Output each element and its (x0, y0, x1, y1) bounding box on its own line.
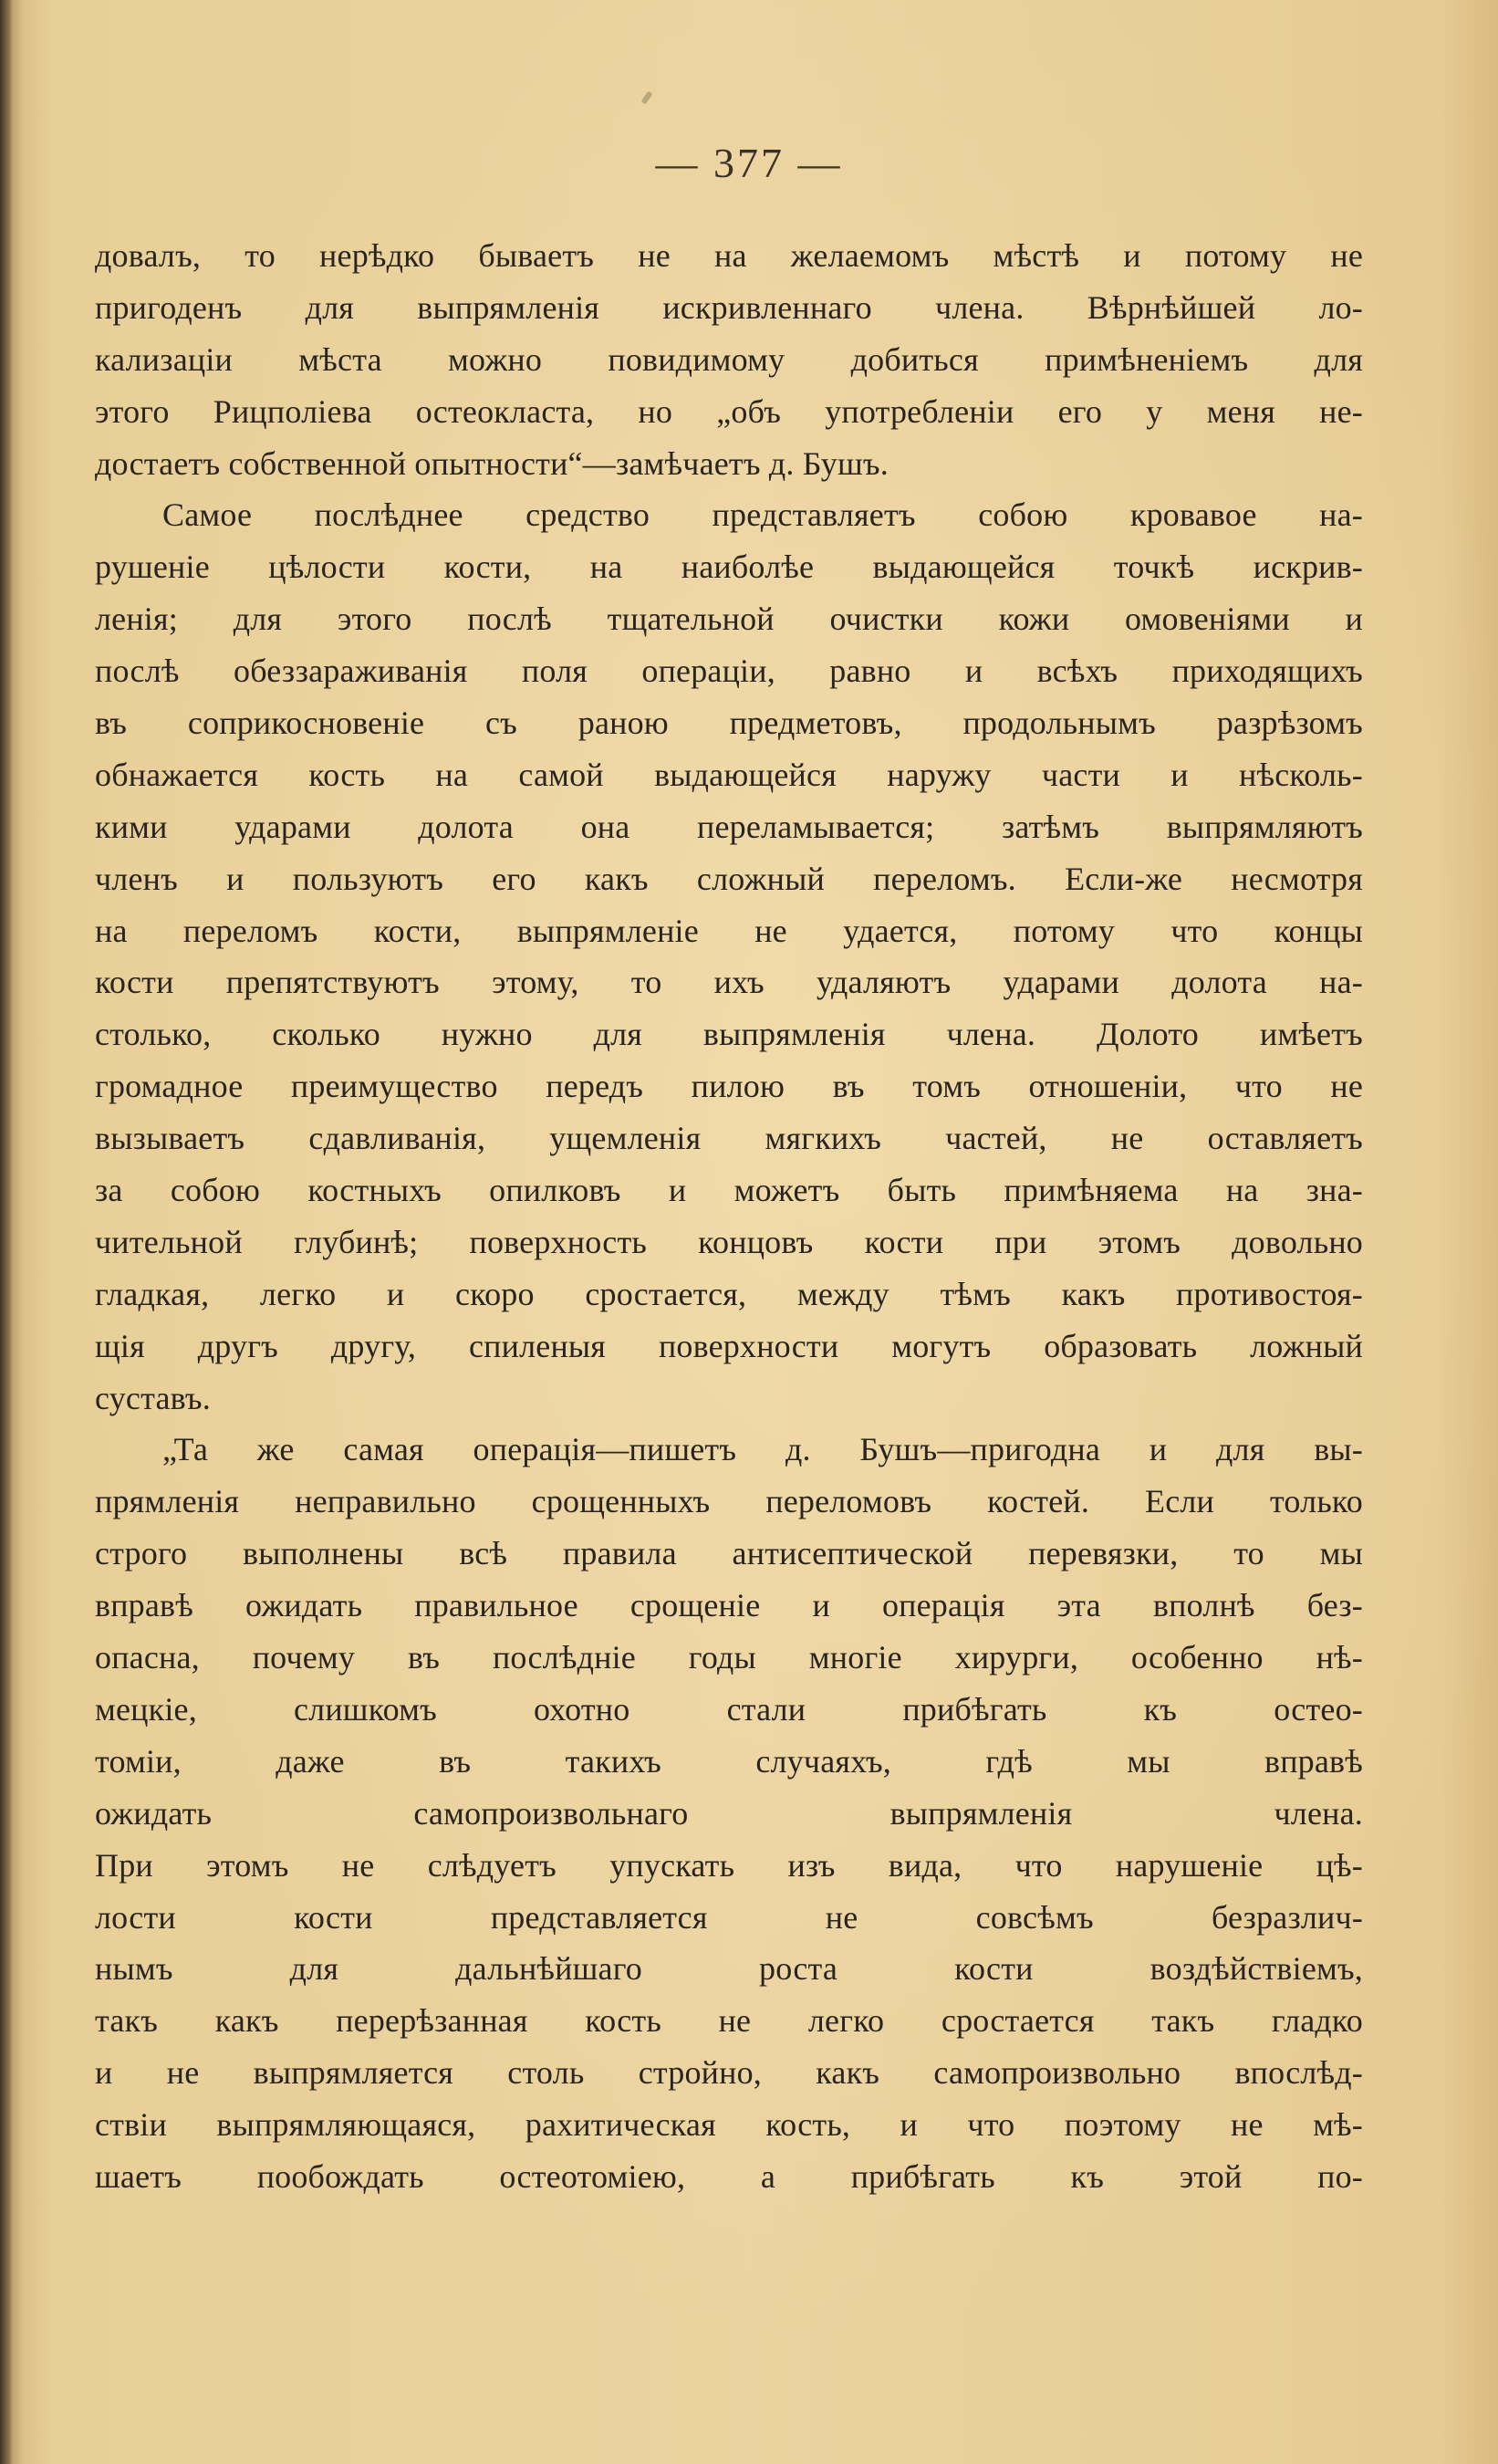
text-line: довалъ, то нерѣдко бываетъ не на желаемомъ мѣстѣ и потому не (95, 237, 1363, 274)
text-line: достаетъ собственной опытности“—замѣчаетъ д. Бушъ. (95, 444, 889, 482)
text-line: При этомъ не слѣдуетъ упускать изъ вида, что нарушеніе цѣ- (95, 1846, 1363, 1884)
text-line: мецкіе, слишкомъ охотно стали прибѣгать къ остео- (95, 1690, 1363, 1728)
text-line: строго выполнены всѣ правила антисептической перевязки, то мы (95, 1535, 1363, 1572)
text-line: ожидать самопроизвольнаго выпрямленія члена. (95, 1794, 1363, 1832)
body-text (95, 230, 1363, 2203)
text-line: кими ударами долота она переламывается; затѣмъ выпрямляютъ (95, 808, 1363, 845)
text-line: столько, сколько нужно для выпрямленія члена. Долото имѣетъ (95, 1016, 1363, 1053)
text-line: за собою костныхъ опилковъ и можетъ быть примѣняема на зна- (95, 1172, 1363, 1209)
text-line: кости препятствуютъ этому, то ихъ удаляютъ ударами долота на- (95, 964, 1363, 1001)
text-line: кализаціи мѣста можно повидимому добиться примѣненіемъ для (95, 340, 1363, 378)
text-line: послѣ обеззараживанія поля операціи, равно и всѣхъ приходящихъ (95, 653, 1363, 690)
text-line: Самое послѣднее средство представляетъ собою кровавое на- (162, 496, 1363, 534)
text-line: чительной глубинѣ; поверхность концовъ кости при этомъ довольно (95, 1223, 1363, 1260)
text-line: въ соприкосновеніе съ раною предметовъ, продольнымъ разрѣзомъ (95, 705, 1363, 742)
text-line: ствіи выпрямляющаяся, рахитическая кость, и что поэтому не мѣ- (95, 2106, 1363, 2144)
text-line: опасна, почему въ послѣдніе годы многіе хирурги, особенно нѣ- (95, 1639, 1363, 1676)
text-line: вызываетъ сдавливанія, ущемленія мягкихъ частей, не оставляетъ (95, 1120, 1363, 1157)
text-line: лости кости представляется не совсѣмъ безразлич- (95, 1898, 1363, 1936)
text-line: обнажается кость на самой выдающейся наружу части и нѣсколь- (95, 756, 1363, 793)
text-line: пригоденъ для выпрямленія искривленнаго члена. Вѣрнѣйшей ло- (95, 288, 1363, 326)
text-line: членъ и пользуютъ его какъ сложный переломъ. Если-же несмотря (95, 860, 1363, 897)
text-line: на переломъ кости, выпрямленіе не удается, потому что концы (95, 912, 1363, 949)
text-line: томіи, даже въ такихъ случаяхъ, гдѣ мы вправѣ (95, 1742, 1363, 1780)
text-line: „Та же самая операція—пишетъ д. Бушъ—пригодна и для вы- (162, 1431, 1363, 1468)
text-line: гладкая, легко и скоро сростается, между тѣмъ какъ противостоя- (95, 1275, 1363, 1312)
text-line: громадное преимущество передъ пилою въ томъ отношеніи, что не (95, 1068, 1363, 1105)
text-line: шаетъ пообождать остеотоміею, а прибѣгать къ этой по- (95, 2157, 1363, 2195)
ink-speck (641, 91, 653, 105)
book-spine-shadow (0, 0, 13, 2464)
text-line: такъ какъ перерѣзанная кость не легко сростается такъ гладко (95, 2002, 1363, 2040)
text-line: рушеніе цѣлости кости, на наиболѣе выдающейся точкѣ искрив- (95, 548, 1363, 586)
page-number: — 377 — (655, 140, 843, 186)
text-line: и не выпрямляется столь стройно, какъ самопроизвольно впослѣд- (95, 2054, 1363, 2092)
text-line: щія другъ другу, спиленыя поверхности могутъ образовать ложный (95, 1327, 1363, 1364)
text-line: этого Рицполіева остеокласта, но „объ употребленіи его у меня не- (95, 392, 1363, 430)
text-line: нымъ для дальнѣйшаго роста кости воздѣйствіемъ, (95, 1950, 1363, 1988)
text-line: ленія; для этого послѣ тщательной очистки кожи омовеніями и (95, 600, 1363, 638)
text-line: прямленія неправильно срощенныхъ переломовъ костей. Если только (95, 1483, 1363, 1520)
text-line: суставъ. (95, 1379, 211, 1416)
text-line: вправѣ ожидать правильное срощеніе и операція эта вполнѣ без- (95, 1587, 1363, 1624)
